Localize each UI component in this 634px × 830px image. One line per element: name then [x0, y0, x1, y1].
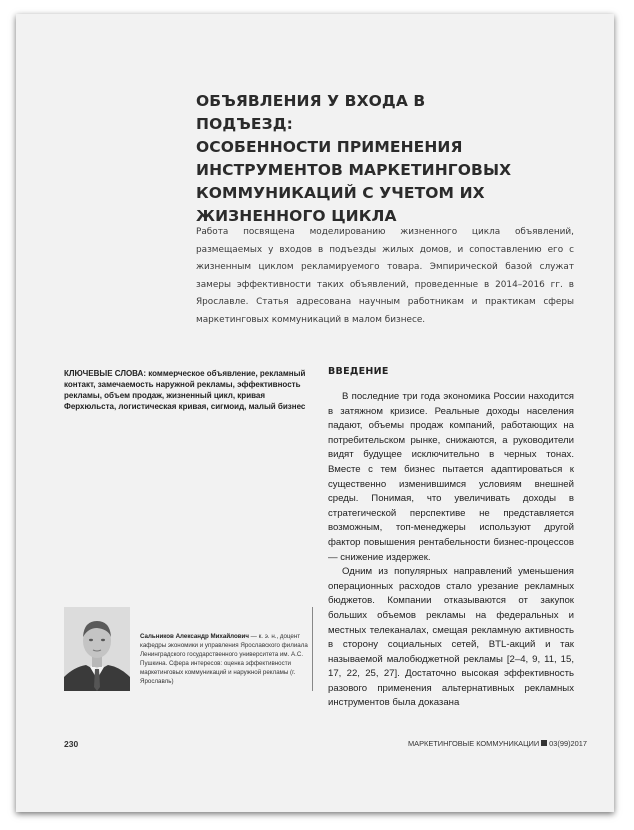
- section-heading: ВВЕДЕНИЕ: [328, 366, 389, 377]
- author-name: Сальников Александр Михайлович: [140, 633, 249, 640]
- square-bullet-icon: [541, 740, 547, 746]
- article-abstract: Работа посвящена моделированию жизненного цикла объявлений, размещаемых у входов в подъезды жилых домов, и сопоставлению его с жизненным циклом рекламируемого товара. Эмпирической базой служат замеры эффективности таких объявлений, проведенные в 2014–2016 гг. в Ярославле. Статья адресована научным работникам и практикам сферы маркетинговых коммуникаций в малом бизнесе.: [196, 227, 574, 325]
- journal-name: МАРКЕТИНГОВЫЕ КОММУНИКАЦИИ: [408, 739, 540, 748]
- title-line: ЖИЗНЕННОГО ЦИКЛА: [196, 207, 397, 225]
- title-line: ИНСТРУМЕНТОВ МАРКЕТИНГОВЫХ: [196, 161, 512, 179]
- title-line: ОСОБЕННОСТИ ПРИМЕНЕНИЯ: [196, 138, 463, 156]
- article-body: [328, 390, 574, 711]
- title-line: ОБЪЯВЛЕНИЯ У ВХОДА В ПОДЪЕЗД:: [196, 92, 426, 133]
- author-photo: [64, 607, 130, 691]
- body-paragraph: Одним из популярных направлений уменьшения операционных расходов стало урезание рекламных бюджетов. Компании отказываются от закупок больших объемов рекламы на федеральных и местных телеканалах, смещая рекламную активность в сторону социальных сетей, BTL-акций и так называемой малобюджетной рекламы [2–4, 9, 11, 15, 17, 22, 25, 27]. Достаточно высокая эффективность разового применения альтернативных рекламных инструментов была доказана: [328, 566, 574, 709]
- author-info: [140, 632, 310, 686]
- body-paragraph: В последние три года экономика России находится в затяжном кризисе. Реальные доходы населения падают, объемы продаж компаний, работающих на потребительском рынке, снижаются, а руководители видят будущее исключительно в черных тонах. Вместе с тем бизнес пытается адаптироваться к существенно изменившимся условиям внешней среды. Понимая, что увеличивать доходы в стратегической перспективе не представляется возможным, топ-менеджеры используют другой фактор повышения рентабельности бизнес-процессов — снижение издержек.: [328, 391, 574, 563]
- keywords-label: КЛЮЧЕВЫЕ СЛОВА:: [64, 369, 146, 378]
- author-divider: [312, 607, 313, 691]
- page-number: 230: [64, 739, 79, 749]
- author-bio: — к. э. н., доцент кафедры экономики и управления Ярославского филиала Ленинградского государственного университета им. А.С. Пушкина. Сфера интересов: оценка эффективности маркетинговых коммуникаций и наружной рекламы (г. Ярославль): [140, 633, 308, 685]
- keywords-list: коммерческое объявление, рекламный контакт, замечаемость наружной рекламы, эффективность рекламы, объем продаж, жизненный цикл, кривая Ферхюльста, логистическая кривая, сигмоид, малый бизнес: [64, 369, 306, 411]
- title-line: КОММУНИКАЦИЙ С УЧЕТОМ ИХ: [196, 184, 485, 202]
- keywords-block: [64, 368, 312, 412]
- journal-footer: [408, 739, 587, 748]
- article-title: [196, 90, 526, 228]
- journal-issue: 03(99)2017: [549, 739, 587, 748]
